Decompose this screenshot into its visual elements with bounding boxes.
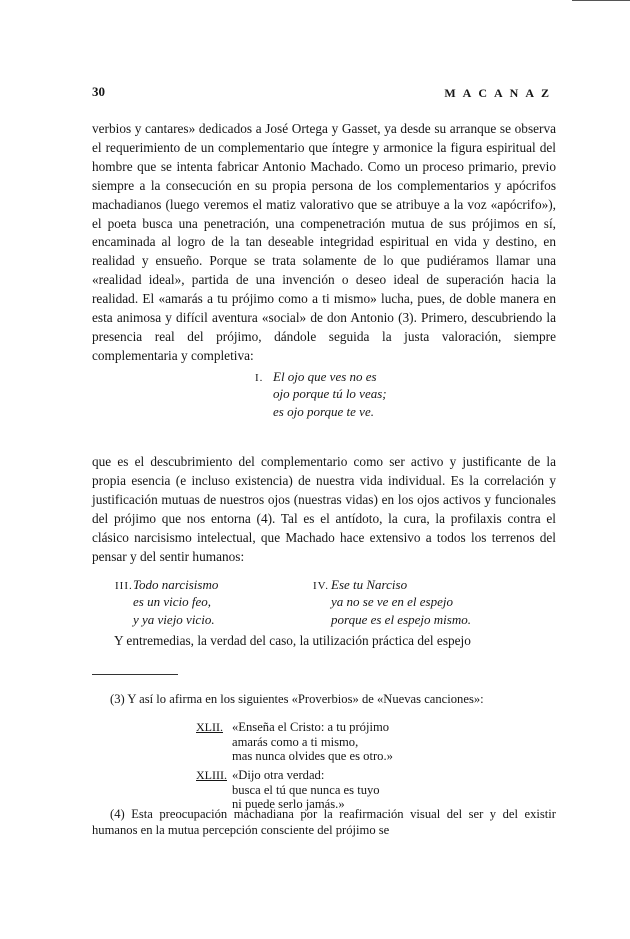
footnote-4: (4) Esta preocupación machadiana por la reafirmación visual del ser y del existir humanos en la mutua percepción consciente del prójimo se [92,807,556,838]
running-head: MACANAZ [444,86,556,100]
verse-line: Ese tu Narciso [331,577,408,592]
verse-number: IV. [313,580,329,592]
verse-number: XLIII. [196,768,227,782]
footnote-separator [92,674,178,675]
verse-line: mas nunca olvides que es otro.» [232,749,393,764]
body-paragraph-2: que es el descubrimiento del complementario como ser activo y justificante de la propia esencia (e incluso existencia) de nuestra vida individual. Es la correlación y justificación mutuas de nuestros ojos (nuestras vidas) en los ojos activos y funcionales del prójimo que nos entorna (4). Tal es el antídoto, la cura, la profilaxis contra el clásico narcisismo intelectual, que Machado hace extensivo a todos los terrenos del pensar y del sentir humanos: [92,454,556,564]
page-header [92,84,556,104]
body-paragraph-1: verbios y cantares» dedicados a José Ortega y Gasset, ya desde su arranque se observa el requerimiento de un complementario que íntegre y armonice la figura espiritual del hombre que se intenta fabricar Antonio Machado. Como un proceso primario, previo siempre a la consecución en su propia persona de los complementarios y apócrifos machadianos (luego veremos el matiz valorativo que se atribuye a la voz «apócrifo»), el poeta busca una penetración, una compenetración mutua de sus prójimos en sí, encaminada al logro de la tan deseable integridad espiritual en vida y destino, en realidad y ensueño. Porque se trata solamente de lo que pudiéramos llamar una «realidad ideal», partida de una invención o deseo ideal de superación hacia la realidad. El «amarás a tu prójimo como a ti mismo» lucha, pues, de doble manera en esta animosa y difícil aventura «social» de don Antonio (3). Primero, descubriendo la presencia real del prójimo, dándole seguida la justa valoración, siempre complementaria y completiva: [92,121,556,363]
verse-line: «Enseña el Cristo: a tu prójimo [232,720,390,734]
footnote-3: (3) Y así lo afirma en los siguientes «Proverbios» de «Nuevas canciones»: [110,692,484,706]
verse-line: porque es el espejo mismo. [331,611,471,627]
verse-number: I. [255,372,264,384]
verse-number: XLII. [196,720,223,734]
verse-line: «Dijo otra verdad: [232,768,325,782]
verse-block-iii [115,576,218,628]
body-paragraph-3: Y entremedias, la verdad del caso, la utilización práctica del espejo [114,633,471,648]
verse-block-i [255,368,387,420]
verse-line: ni puede serlo jamás.» [232,797,345,812]
footnote-verse-xlii [196,720,393,764]
verse-line: es ojo porque te ve. [273,403,374,419]
verse-line: y ya viejo vicio. [133,611,215,627]
scan-edge-line [572,0,630,1]
page-number: 30 [92,84,105,99]
verse-line: busca el tú que nunca es tuyo [232,782,380,797]
verse-line: es un vicio feo, [133,594,211,610]
verse-line: ojo porque tú lo veas; [273,386,387,402]
verse-block-iv [313,576,471,628]
verse-line: El ojo que ves no es [273,369,377,384]
verse-line: Todo narcisismo [133,577,219,592]
verse-line: ya no se ve en el espejo [331,594,454,610]
verse-line: amarás como a ti mismo, [232,734,359,749]
verse-number: III. [115,580,133,592]
